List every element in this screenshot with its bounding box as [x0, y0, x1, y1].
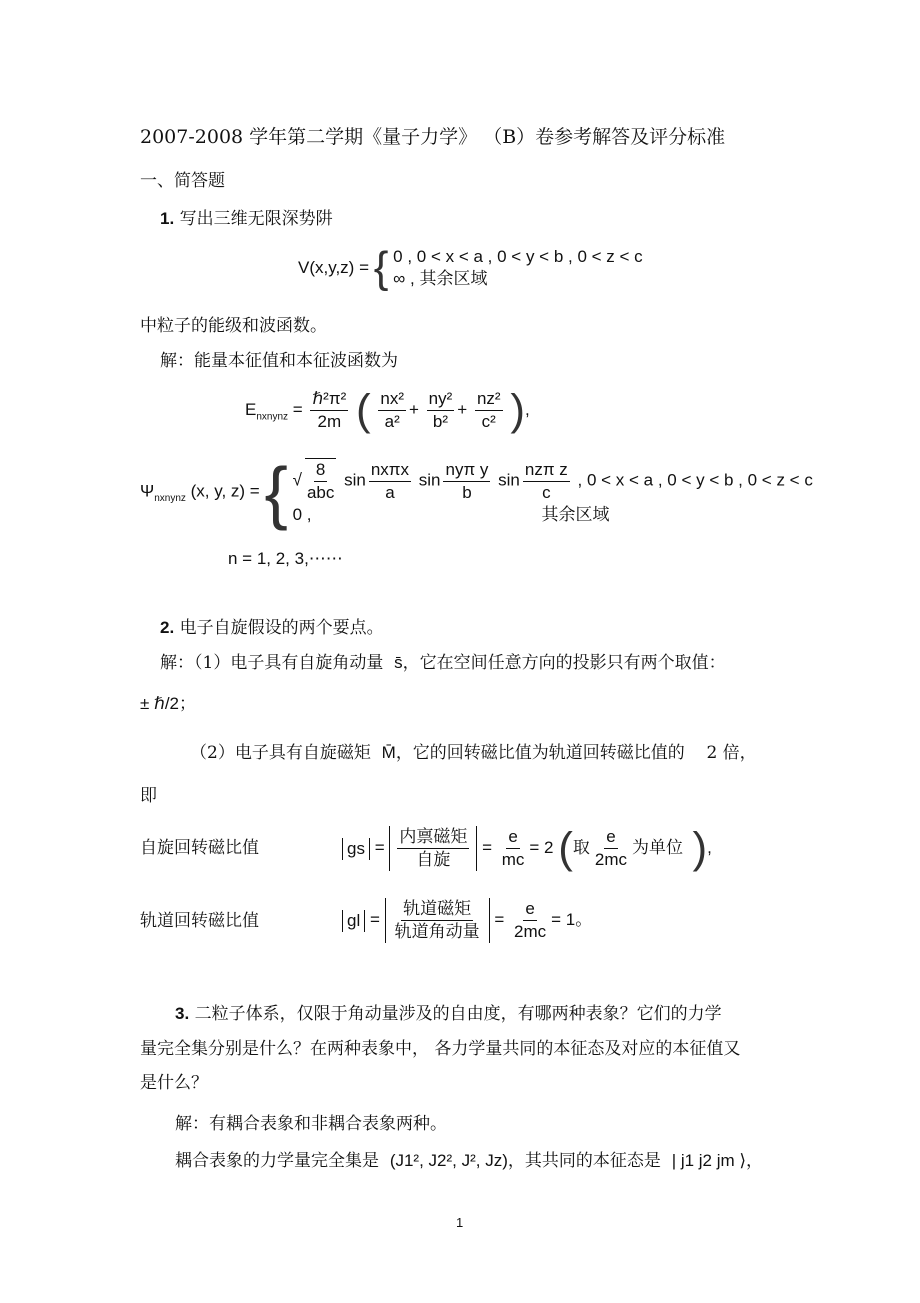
sin: sin	[344, 470, 366, 490]
eigenstate: | j1 j2 jm ⟩	[671, 1151, 747, 1170]
section-heading: 一、简答题	[140, 171, 225, 191]
comma: ,	[524, 399, 530, 419]
spin-ratio-formula: gs = $\frac{\text{内禀磁矩}}{\text{自旋}}$ = $\frac{e}{mc}$ = 2 (取 $\frac{e}{2mc}$ 为单位 ),	[342, 826, 712, 871]
numerator: nzπ z	[523, 459, 570, 482]
label: 自旋回转磁比值	[140, 838, 259, 858]
text: ，它在空间任意方向的投影只有两个取值：	[402, 653, 726, 673]
text: 耦合表象的力学量完全集是	[175, 1151, 379, 1171]
wavefunction-formula: $\Psi_{nxnynz}$ (x, y, z) = { √ $\frac{8}{\text{abc}}$ sin $\frac{\text{nxπx}}{a}$ sin $\frac{\text{nyπ y}}{b}$ sin $\frac{\text{nzπ z}}{c}$ , 0 < x < a , 0 < y < b , 0 < z < c 0 , 其余区域	[140, 453, 813, 531]
question-text: 二粒子体系，仅限于角动量涉及的自由度，有哪两种表象？它们的力学	[194, 1004, 722, 1024]
psi-symbol: Ψ	[140, 481, 155, 501]
text: （2）电子具有自旋磁矩	[190, 743, 371, 763]
numerator: e	[604, 826, 617, 849]
denominator: a	[385, 482, 395, 502]
question-number: 3.	[175, 1004, 190, 1023]
text: 2 倍，	[706, 743, 757, 763]
numerator: nxπx	[369, 459, 411, 482]
comma: ,	[707, 837, 712, 857]
equals-1: = 1。	[551, 909, 593, 929]
numerator: 8	[314, 459, 327, 482]
arguments: (x, y, z) =	[190, 481, 260, 501]
gl: gl	[342, 910, 365, 932]
orbital-ratio-formula: gl = $\frac{\text{轨道磁矩}}{\text{轨道角动量}}$ = $\frac{e}{2mc}$ = 1。	[342, 898, 592, 943]
numerator: ny²	[427, 388, 455, 411]
sin: sin	[418, 470, 441, 490]
paragraph: 中粒子的能级和波函数。	[140, 316, 327, 336]
solution-text: 解：能量本征值和本征波函数为	[160, 351, 398, 371]
text: ，	[746, 1151, 764, 1171]
potential-formula: V(x,y,z) = { 0 , 0 < x < a , 0 < y < b , 0 < z < c ∞ , 其余区域	[298, 243, 643, 292]
text: ，其共同的本征态是	[507, 1151, 661, 1171]
paragraph	[175, 1150, 763, 1172]
denominator: 2mc	[513, 922, 547, 941]
text: 为单位	[632, 837, 684, 858]
numerator: 轨道磁矩	[403, 899, 472, 919]
denominator: abc	[306, 483, 335, 502]
text: 取	[572, 837, 590, 858]
denominator: b	[462, 482, 472, 502]
energy-symbol: E	[245, 399, 257, 419]
numerator: e	[506, 826, 519, 849]
paragraph: 量完全集分别是什么？在两种表象中， 各力学量共同的本征态及对应的本征值又	[140, 1039, 741, 1059]
question-text: 写出三维无限深势阱	[179, 209, 333, 229]
paragraph: 即	[140, 786, 157, 806]
numerator: 内禀磁矩	[399, 827, 468, 847]
denominator: c²	[481, 412, 496, 431]
equals-2: = 2	[529, 837, 554, 857]
denominator: 2mc	[594, 850, 628, 869]
spin-symbol: s̄	[394, 653, 403, 672]
plus: +	[408, 399, 419, 419]
denominator: 2m	[317, 412, 342, 431]
question-number: 2.	[160, 618, 175, 637]
gs: gs	[342, 838, 370, 860]
quantum-numbers: n = 1, 2, 3,⋯⋯	[228, 549, 343, 568]
denominator: mc	[501, 850, 525, 869]
text: ，它的回转磁比值为轨道回转磁比值的	[395, 743, 685, 763]
question-1	[160, 208, 333, 230]
zero-case: 0 ,	[292, 505, 312, 524]
text: 解：（1）电子具有自旋角动量	[160, 653, 384, 673]
numerator: nyπ y	[443, 459, 490, 482]
formula-lhs: V(x,y,z) =	[298, 258, 369, 277]
numerator: nz²	[475, 388, 503, 411]
denominator: a²	[384, 412, 400, 431]
numerator: ℏ²π²	[310, 388, 348, 411]
question-text: 电子自旋假设的两个要点。	[179, 618, 384, 638]
numerator: e	[523, 898, 536, 921]
paragraph: ± ℏ/2；	[140, 694, 197, 713]
paragraph	[160, 652, 726, 674]
plus: +	[457, 399, 468, 419]
question-3	[175, 1003, 722, 1025]
subscript: nxnynz	[256, 411, 289, 423]
denominator: b²	[432, 412, 449, 431]
solution-text: 解：有耦合表象和非耦合表象两种。	[175, 1114, 447, 1134]
denominator: c	[542, 482, 551, 502]
else-region: 其余区域	[541, 505, 610, 525]
subscript: nxnynz	[154, 492, 186, 504]
energy-formula: $E_{nxnynz}$ = $\frac{\text{ℏ²π²}}{2m}$ ( $\frac{\text{nx²}}{\text{a²}}$ + $\frac{\text{ny²}}{\text{b²}}$ + $\frac{\text{nz²}}{\text{c²}}$ ),	[245, 385, 530, 435]
numerator: nx²	[378, 388, 406, 411]
case-1: 0 , 0 < x < a , 0 < y < b , 0 < z < c	[393, 247, 643, 266]
sin: sin	[498, 470, 520, 490]
denominator: 自旋	[416, 850, 451, 870]
denominator: 轨道角动量	[394, 922, 480, 942]
case-2: ∞ , 其余区域	[393, 269, 488, 288]
document-title: 2007-2008 学年第二学期《量子力学》 （B）卷参考解答及评分标准	[140, 126, 726, 148]
question-number: 1.	[160, 209, 175, 228]
paragraph	[190, 742, 757, 764]
label: 轨道回转磁比值	[140, 911, 259, 931]
paragraph: 是什么？	[140, 1073, 208, 1093]
page-number: 1	[456, 1215, 464, 1230]
complete-set: (J1², J2², J², Jz)	[389, 1151, 508, 1170]
condition: , 0 < x < a , 0 < y < b , 0 < z < c	[577, 470, 813, 490]
question-2	[160, 617, 384, 639]
moment-symbol: M̄	[381, 743, 396, 762]
